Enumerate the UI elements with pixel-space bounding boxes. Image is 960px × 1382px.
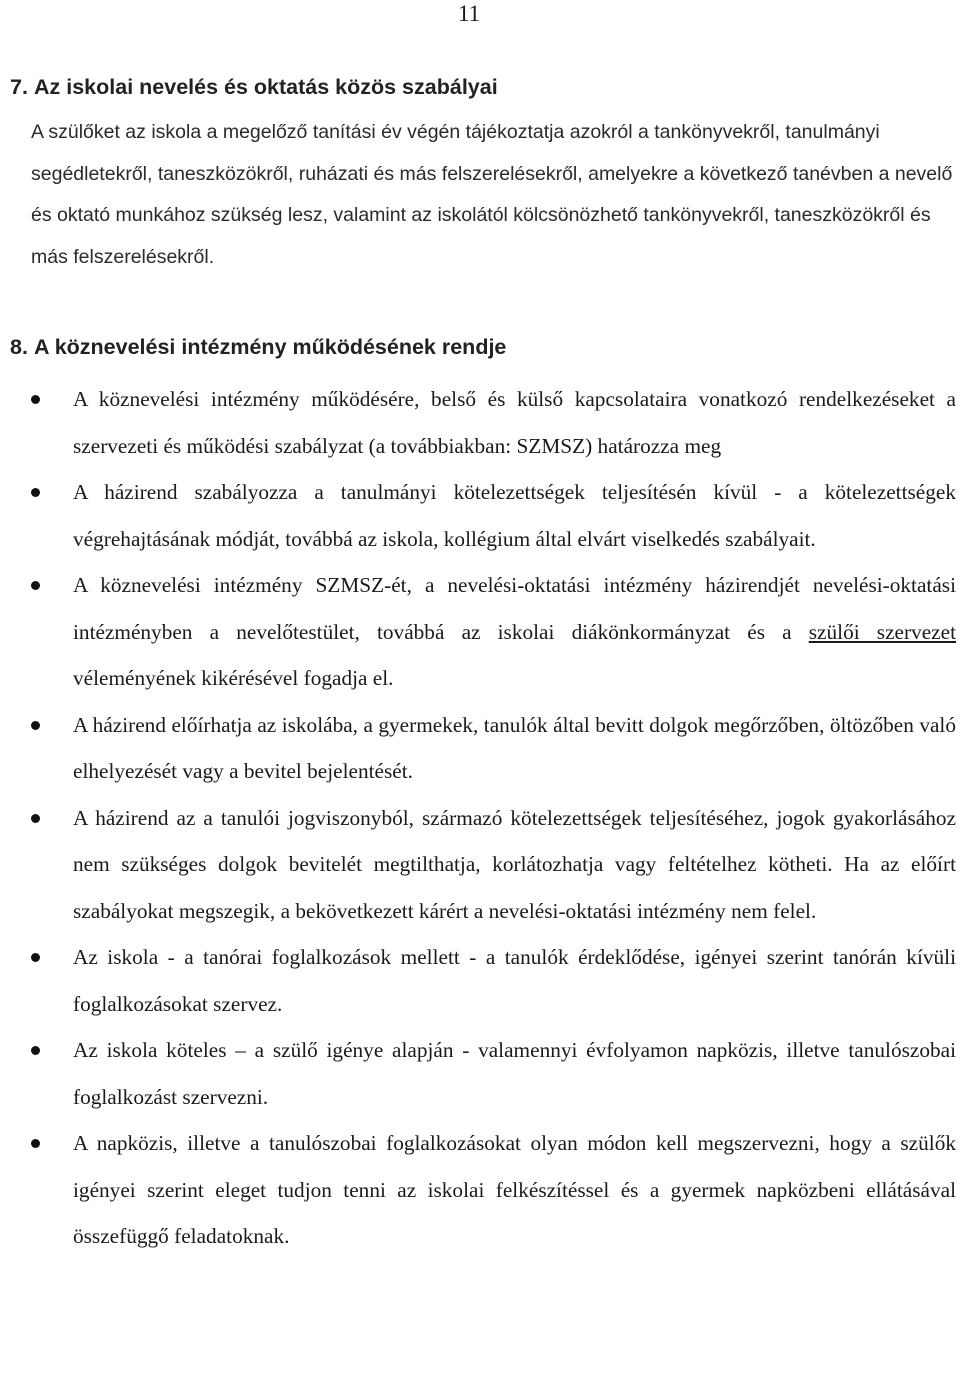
bullet-text: A napközis, illetve a tanulószobai foglalkozásokat olyan módon kell megszervezni, hogy a szülők igényei szerint eleget tudjon tenni az iskolai felkészítéssel és a gyermek napközbeni ellátásával összefüggő feladatoknak. (73, 1131, 956, 1248)
section-8-title: A köznevelési intézmény működésének rendje (34, 335, 507, 359)
bullet-dot-icon (31, 395, 40, 404)
bullet-text: A köznevelési intézmény SZMSZ-ét, a nevelési-oktatási intézmény házirendjét nevelési-oktatási intézményben a nevelőtestület, továbbá az iskolai diákönkormányzat és a (73, 573, 956, 644)
bullet-dot-icon (31, 1139, 40, 1148)
bullet-text: Az iskola - a tanórai foglalkozások mellett - a tanulók érdeklődése, igényei szerint tanórán kívüli foglalkozásokat szervez. (73, 945, 956, 1016)
bullet-dot-icon (31, 721, 40, 730)
bullet-item (0, 934, 960, 1027)
section-7-title: Az iskolai nevelés és oktatás közös szabályai (34, 75, 498, 99)
section-7-paragraph: A szülőket az iskola a megelőző tanítási év végén tájékoztatja azokról a tankönyvekről, tanulmányi segédletekről, taneszközökről, ruházati és más felszerelésekről, amelyekre a következő tanévben a nevelő és oktató munkához szükség lesz, valamint az iskolától kölcsönözhető tankönyvekről, taneszközökről és más felszerelésekről. (31, 121, 953, 268)
section-7-heading (10, 74, 498, 100)
bullet-item (0, 469, 960, 562)
section-8-bullet-list (0, 376, 960, 1260)
bullet-text: A házirend szabályozza a tanulmányi kötelezettségek teljesítésén kívül - a kötelezettségek végrehajtásának módját, továbbá az iskola, kollégium által elvárt viselkedés szabályait. (73, 480, 956, 551)
bullet-item (0, 376, 960, 469)
bullet-dot-icon (31, 488, 40, 497)
bullet-item (0, 562, 960, 702)
bullet-text: A házirend az a tanulói jogviszonyból, származó kötelezettségek teljesítéséhez, jogok gyakorlásához nem szükséges dolgok bevitelét megtilthatja, korlátozhatja vagy feltételhez kötheti. Ha az előírt szabályokat megszegik, a bekövetkezett kárért a nevelési-oktatási intézmény nem felel. (73, 805, 956, 923)
section-8-number: 8. (10, 335, 28, 359)
bullet-dot-icon (31, 814, 40, 823)
bullet-item (0, 1027, 960, 1120)
bullet-text-end: véleményének kikérésével fogadja el. (73, 666, 394, 690)
section-7-number: 7. (10, 75, 28, 99)
underlined-term: szülői szervezet (808, 619, 957, 644)
bullet-item (0, 795, 960, 935)
bullet-text: Az iskola köteles – a szülő igénye alapján - valamennyi évfolyamon napközis, illetve tanulószobai foglalkozást szervezni. (73, 1038, 956, 1109)
bullet-text: A köznevelési intézmény működésére, belső és külső kapcsolataira vonatkozó rendelkezéseket a szervezeti és működési szabályzat (a továbbiakban: SZMSZ) határozza meg (73, 387, 956, 458)
bullet-item (0, 702, 960, 795)
bullet-text: A házirend előírhatja az iskolába, a gyermekek, tanulók által bevitt dolgok megőrzőben, öltözőben való elhelyezését vagy a bevitel bejelentését. (73, 712, 956, 783)
section-8-heading (10, 334, 506, 360)
page-number: 11 (458, 1, 481, 26)
bullet-dot-icon (31, 1046, 40, 1055)
bullet-dot-icon (31, 953, 40, 962)
bullet-dot-icon (31, 581, 40, 590)
bullet-item (0, 1120, 960, 1260)
